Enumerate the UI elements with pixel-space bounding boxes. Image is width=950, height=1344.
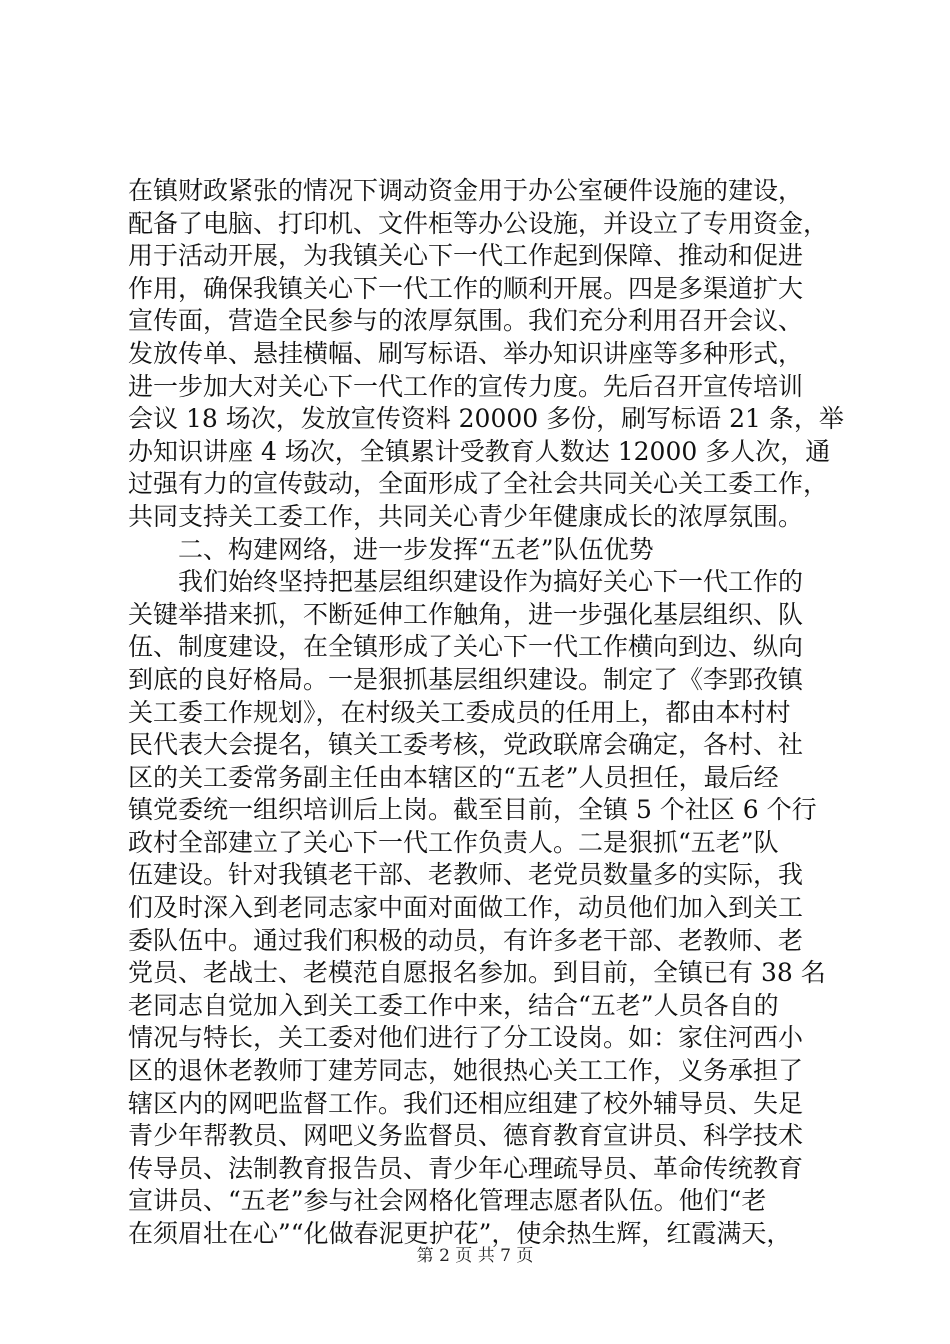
text-line-25: 党员、老战士、老模范自愿报名参加。到目前，全镇已有 38 名 (128, 958, 826, 988)
text-line-04: 作用，确保我镇关心下一代工作的顺利开展。四是多渠道扩大 (128, 273, 804, 303)
document-body (128, 175, 844, 1251)
text-line-11: 共同支持关工委工作，共同关心青少年健康成长的浓厚氛围。 (128, 501, 804, 531)
text-line-14: 关键举措来抓，不断延伸工作触角，进一步强化基层组织、队 (128, 599, 804, 629)
text-line-15: 伍、制度建设，在全镇形成了关心下一代工作横向到边、纵向 (128, 632, 804, 662)
page-footer: 第 2 页 共 7 页 (416, 1246, 534, 1266)
section-heading: 二、构建网络，进一步发挥“五老”队伍优势 (178, 534, 654, 564)
text-line-21: 政村全部建立了关心下一代工作负责人。二是狠抓“五老”队 (128, 827, 779, 857)
text-line-02: 配备了电脑、打印机、文件柜等办公设施，并设立了专用资金， (128, 208, 829, 238)
text-line-01: 在镇财政紧张的情况下调动资金用于办公室硬件设施的建设， (128, 176, 804, 205)
text-line-17: 关工委工作规划》，在村级关工委成员的任用上，都由本村村 (128, 697, 791, 727)
text-line-30: 青少年帮教员、网吧义务监督员、德育教育宣讲员、科学技术 (128, 1121, 804, 1151)
text-line-19: 区的关工委常务副主任由本辖区的“五老”人员担任，最后经 (128, 762, 779, 792)
text-line-23: 们及时深入到老同志家中面对面做工作，动员他们加入到关工 (128, 893, 804, 923)
text-line-26: 老同志自觉加入到关工委工作中来，结合“五老”人员各自的 (128, 990, 779, 1020)
text-line-20: 镇党委统一组织培训后上岗。截至目前，全镇 5 个社区 6 个行 (128, 795, 817, 825)
text-line-03: 用于活动开展，为我镇关心下一代工作起到保障、推动和促进 (128, 241, 804, 271)
text-line-08: 会议 18 场次，发放宣传资料 20000 多份，刷写标语 21 条，举 (128, 404, 844, 434)
text-line-33: 在须眉壮在心”“化做春泥更护花”，使余热生辉，红霞满天， (128, 1219, 792, 1248)
text-line-27: 情况与特长，关工委对他们进行了分工设岗。如：家住河西小 (128, 1023, 804, 1053)
text-line-10: 过强有力的宣传鼓动，全面形成了全社会共同关心关工委工作， (128, 469, 829, 499)
text-line-22: 伍建设。针对我镇老干部、老教师、老党员数量多的实际，我 (128, 860, 804, 890)
text-line-24: 委队伍中。通过我们积极的动员，有许多老干部、老教师、老 (128, 925, 804, 955)
text-line-16: 到底的良好格局。一是狠抓基层组织建设。制定了《李郢孜镇 (128, 664, 804, 694)
text-line-07: 进一步加大对关心下一代工作的宣传力度。先后召开宣传培训 (128, 371, 804, 401)
text-line-13: 我们始终坚持把基层组织建设作为搞好关心下一代工作的 (178, 567, 804, 597)
text-line-31: 传导员、法制教育报告员、青少年心理疏导员、革命传统教育 (128, 1153, 804, 1183)
text-line-28: 区的退休老教师丁建芳同志，她很热心关工工作，义务承担了 (128, 1056, 804, 1086)
text-line-09: 办知识讲座 4 场次，全镇累计受教育人数达 12000 多人次，通 (128, 436, 831, 466)
text-line-32: 宣讲员、“五老”参与社会网格化管理志愿者队伍。他们“老 (128, 1186, 767, 1216)
text-line-18: 民代表大会提名，镇关工委考核，党政联席会确定，各村、社 (128, 730, 804, 760)
text-line-29: 辖区内的网吧监督工作。我们还相应组建了校外辅导员、失足 (128, 1088, 804, 1118)
text-line-06: 发放传单、悬挂横幅、刷写标语、举办知识讲座等多种形式， (128, 338, 804, 368)
text-line-05: 宣传面，营造全民参与的浓厚氛围。我们充分利用召开会议、 (128, 306, 804, 336)
